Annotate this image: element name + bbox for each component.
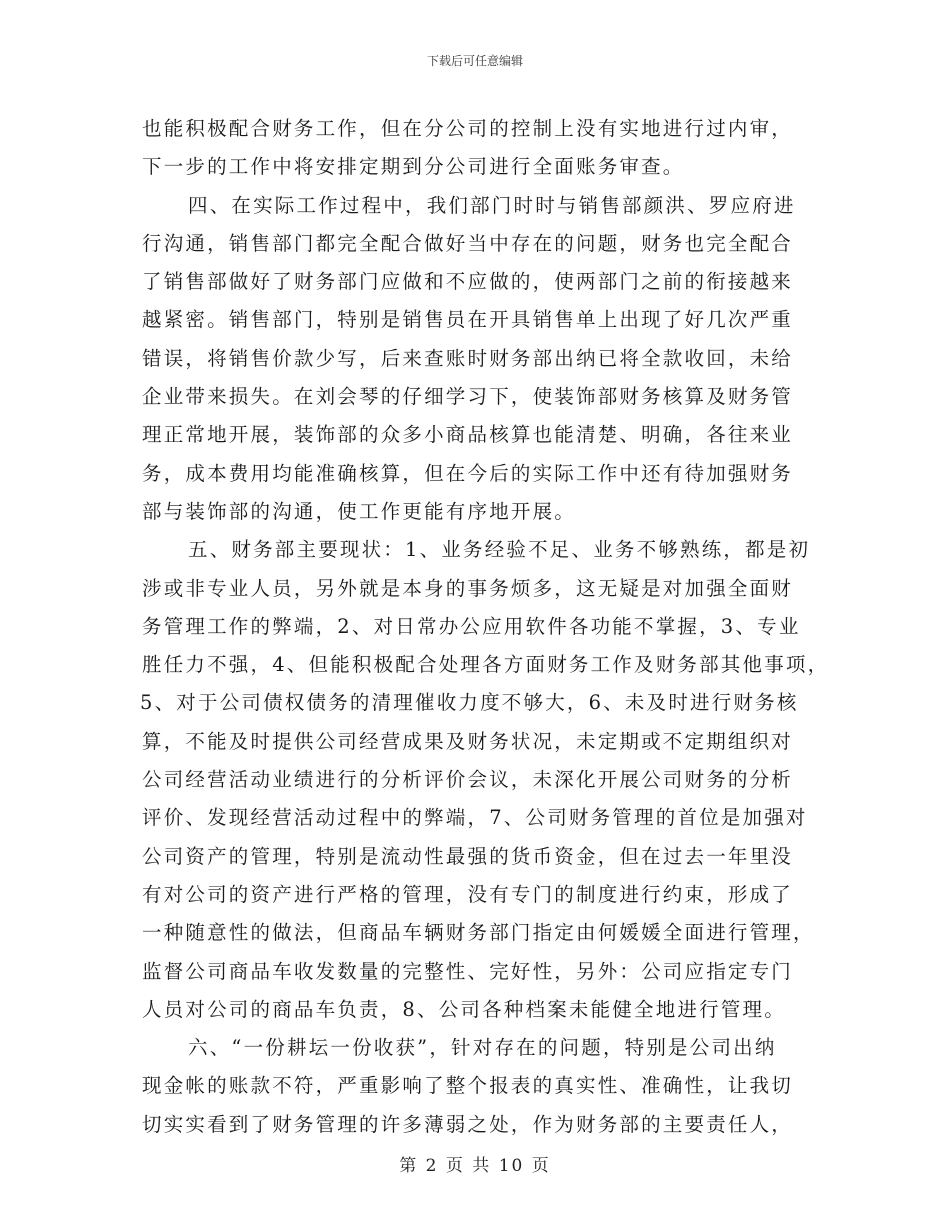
text-line: 公司经营活动业绩进行的分析评价会议，未深化开展公司财务的分析 (142, 768, 794, 792)
text-line: 现金帐的账款不符，严重影响了整个报表的真实性、准确性，让我切 (142, 1074, 794, 1098)
text-line: 行沟通，销售部门都完全配合做好当中存在的问题，财务也完全配合 (142, 231, 794, 255)
text-line: 胜任力不强，4、但能积极配合处理各方面财务工作及财务部其他事项， (142, 653, 830, 677)
text-line: 人员对公司的商品车负责，8、公司各种档案未能健全地进行管理。 (142, 997, 786, 1021)
text-line: 有对公司的资产进行严格的管理，没有专门的制度进行约束，形成了 (142, 882, 794, 906)
paragraph-start-line: 四、在实际工作过程中，我们部门时时与销售部颜洪、罗应府进 (188, 193, 796, 217)
text-line: 错误，将销售价款少写，后来查账时财务部出纳已将全款收回，未给 (142, 346, 794, 370)
text-line: 越紧密。销售部门，特别是销售员在开具销售单上出现了好几次严重 (142, 308, 794, 332)
text-line: 公司资产的管理，特别是流动性最强的货币资金，但在过去一年里没 (142, 844, 794, 868)
text-line: 务，成本费用均能准确核算，但在今后的实际工作中还有待加强财务 (142, 461, 794, 485)
text-line: 理正常地开展，装饰部的众多小商品核算也能清楚、明确，各往来业 (142, 423, 794, 447)
page-header: 下载后可任意编辑 (426, 54, 523, 68)
text-line: 部与装饰部的沟通，使工作更能有序地开展。 (142, 499, 577, 523)
paragraph-start-line: 六、“一份耕坛一份收获”，针对存在的问题，特别是公司出纳 (188, 1036, 777, 1060)
text-line: 监督公司商品车收发数量的完整性、完好性，另外：公司应指定专门 (142, 959, 794, 983)
text-line: 算，不能及时提供公司经营成果及财务状况，未定期或不定期组织对 (142, 729, 794, 753)
text-line: 涉或非专业人员，另外就是本身的事务烦多，这无疑是对加强全面财 (142, 576, 794, 600)
text-line: 企业带来损失。在刘会琴的仔细学习下，使装饰部财务核算及财务管 (142, 385, 794, 409)
text-line: 下一步的工作中将安排定期到分公司进行全面账务审查。 (142, 155, 685, 179)
text-line: 了销售部做好了财务部门应做和不应做的，使两部门之前的衔接越来 (142, 270, 794, 294)
paragraph-start-line: 五、财务部主要现状：1、业务经验不足、业务不够熟练，都是初 (188, 538, 811, 562)
page-number-footer: 第 2 页 共 10 页 (399, 1156, 551, 1176)
text-line: 务管理工作的弊端，2、对日常办公应用软件各功能不掌握，3、专业 (142, 614, 801, 638)
text-line: 5、对于公司债权债务的清理催收力度不够大，6、未及时进行财务核 (140, 691, 799, 715)
text-line: 一种随意性的做法，但商品车辆财务部门指定由何媛媛全面进行管理， (142, 921, 815, 945)
text-line: 评价、发现经营活动过程中的弊端，7、公司财务管理的首位是加强对 (142, 806, 808, 830)
text-line: 也能积极配合财务工作，但在分公司的控制上没有实地进行过内审， (142, 117, 794, 140)
text-line: 切实实看到了财务管理的许多薄弱之处，作为财务部的主要责任人， (142, 1112, 794, 1136)
document-body (140, 110, 830, 1144)
